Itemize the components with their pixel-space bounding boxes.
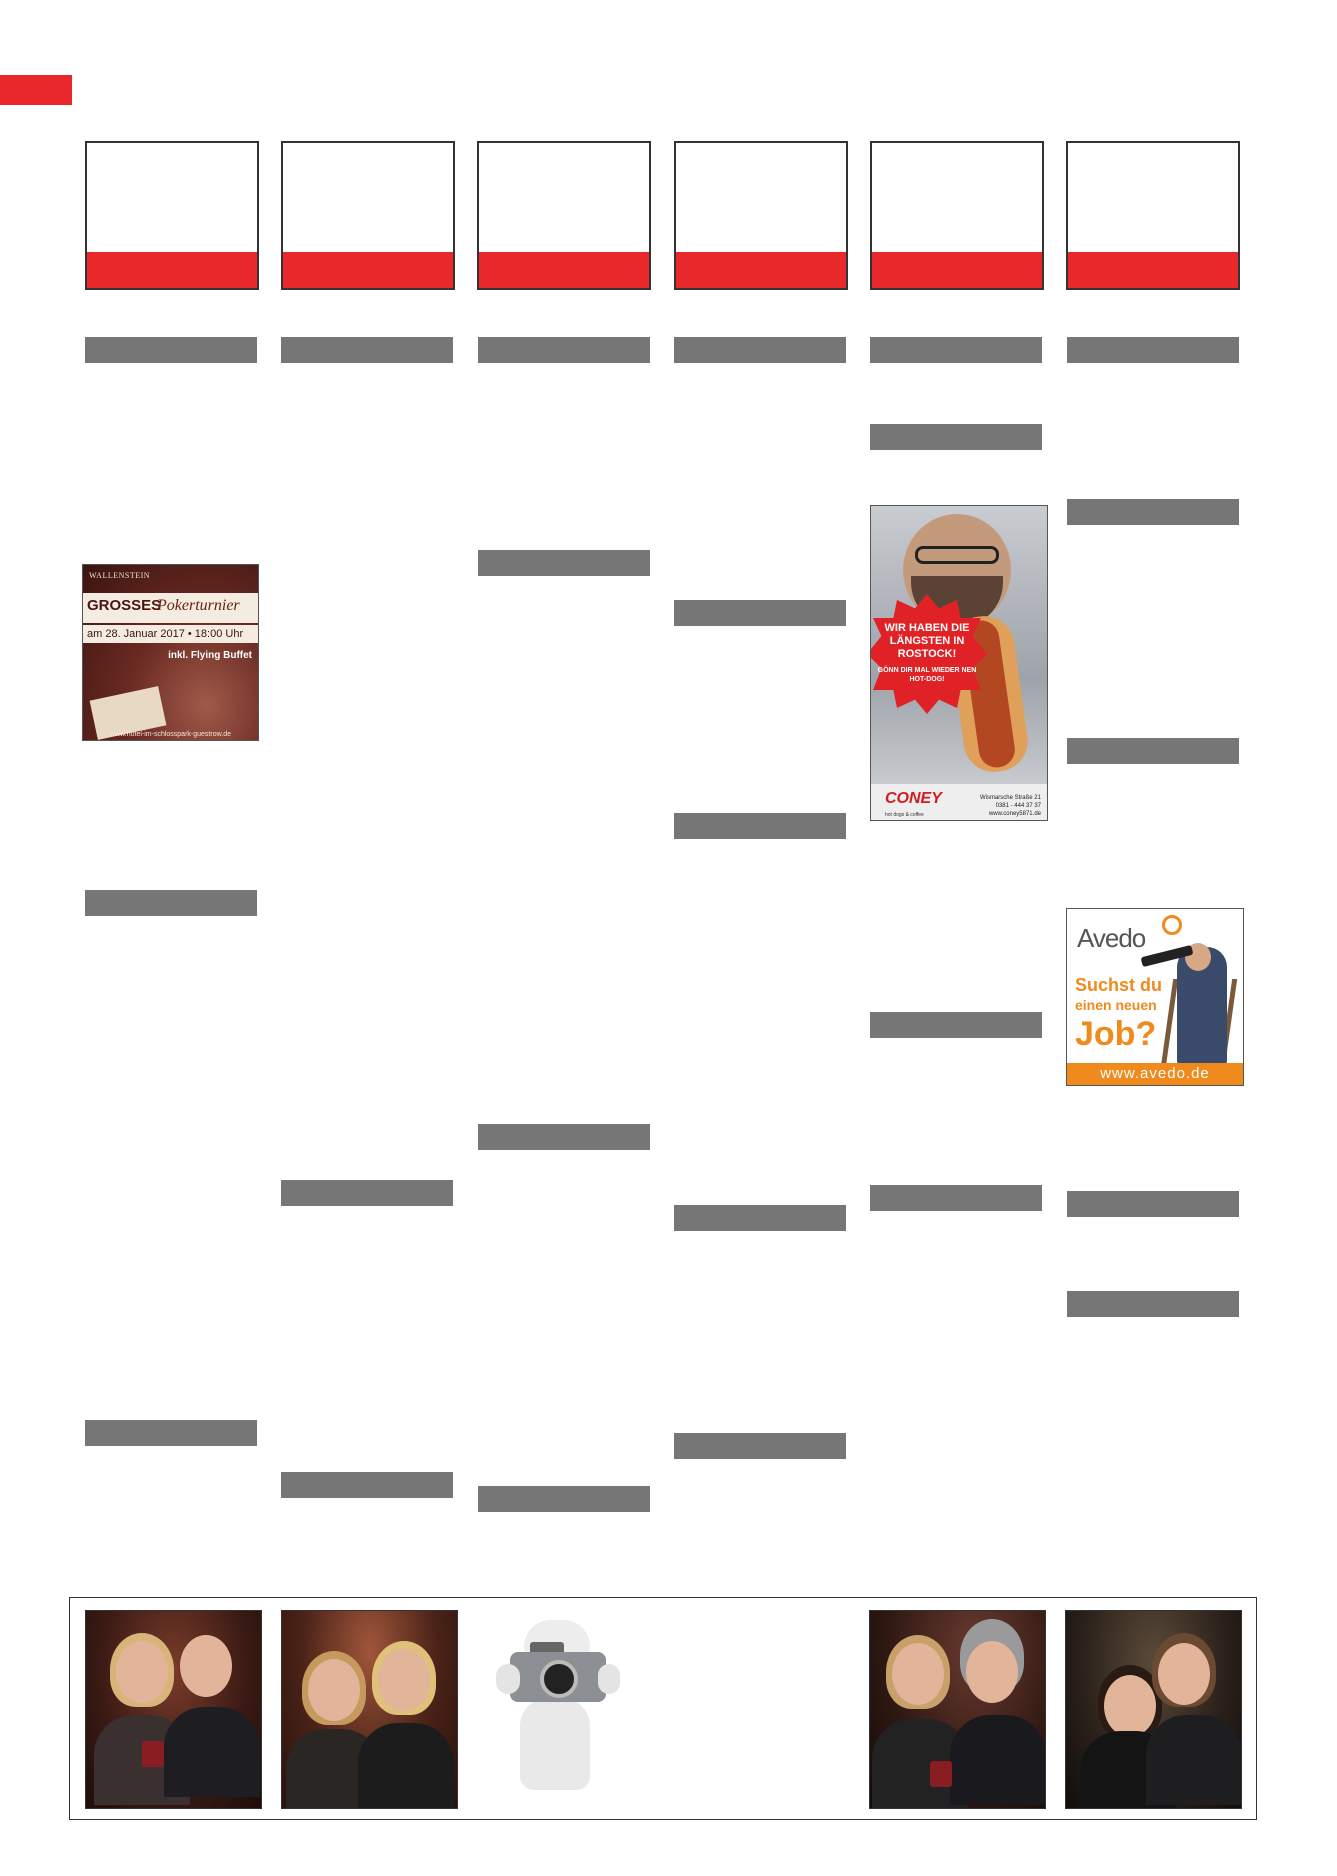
day-box-4	[674, 141, 848, 290]
event-heading-bar	[1067, 1291, 1239, 1317]
event-heading-bar	[478, 550, 650, 576]
event-heading-bar	[478, 1486, 650, 1512]
event-heading-bar	[870, 424, 1042, 450]
event-heading-bar	[1067, 1191, 1239, 1217]
mascot-hand	[496, 1664, 520, 1694]
mug-image	[142, 1741, 164, 1767]
coney-logo: CONEY	[885, 790, 942, 807]
event-heading-bar	[1067, 499, 1239, 525]
event-heading-bar	[674, 337, 846, 363]
day-box-band	[1068, 252, 1238, 288]
address-phone: 0381 - 444 37 37	[995, 803, 1041, 809]
ad-extra: inkl. Flying Buffet	[168, 650, 252, 661]
event-heading-bar	[674, 813, 846, 839]
camera-lens	[540, 1660, 578, 1698]
coney-logo-sub: hot dogs & coffee	[885, 812, 924, 818]
event-heading-bar	[674, 1205, 846, 1231]
event-heading-bar	[870, 1185, 1042, 1211]
day-box-1	[85, 141, 259, 290]
event-heading-bar	[281, 337, 453, 363]
face-image	[1158, 1643, 1210, 1705]
ad-title-script: Pokerturnier	[157, 597, 240, 614]
face-image	[180, 1635, 232, 1697]
day-box-band	[283, 252, 453, 288]
section-color-tab	[0, 75, 72, 105]
ad-line-3: Job?	[1075, 1015, 1157, 1053]
ad-subline: GÖNN DIR MAL WIEDER NEN HOT-DOG!	[877, 667, 977, 683]
avedo-logo: Avedo	[1077, 923, 1146, 953]
camera-mascot-image	[490, 1612, 620, 1792]
event-heading-bar	[1067, 738, 1239, 764]
event-heading-bar	[870, 337, 1042, 363]
address-street: Wismarsche Straße 21	[979, 795, 1041, 801]
ad-line-1: Suchst du	[1075, 975, 1163, 995]
event-heading-bar	[1067, 337, 1239, 363]
day-box-6	[1066, 141, 1240, 290]
photo-couple-1[interactable]	[85, 1610, 262, 1809]
face-image	[892, 1643, 944, 1705]
mascot-body	[520, 1698, 590, 1790]
day-box-3	[477, 141, 651, 290]
event-heading-bar	[281, 1180, 453, 1206]
event-heading-bar	[674, 1433, 846, 1459]
face-image	[1104, 1675, 1156, 1737]
ad-line-2: einen neuen	[1075, 997, 1157, 1013]
ad-headline: WIR HABEN DIE LÄNGSTEN IN ROSTOCK!	[884, 622, 970, 660]
day-box-2	[281, 141, 455, 290]
ad-title: GROSSES	[87, 597, 162, 614]
ad-url[interactable]: www.hotel-im-schlosspark-guestrow.de	[110, 731, 231, 738]
event-heading-bar	[870, 1012, 1042, 1038]
coat-image	[164, 1707, 260, 1797]
event-heading-bar	[85, 337, 257, 363]
coat-image	[358, 1723, 454, 1809]
avedo-job-ad[interactable]	[1066, 908, 1244, 1086]
photo-friends-2[interactable]	[281, 1610, 458, 1809]
poker-tournament-ad[interactable]	[82, 564, 259, 741]
coney-hotdog-ad[interactable]	[870, 505, 1048, 821]
face-image	[378, 1649, 430, 1711]
photo-friends-3[interactable]	[869, 1610, 1046, 1809]
event-heading-bar	[85, 1420, 257, 1446]
face-image	[116, 1641, 168, 1703]
ad-url[interactable]: www.avedo.de	[1067, 1063, 1243, 1085]
speech-ring-icon	[1162, 915, 1182, 935]
photo-couple-4[interactable]	[1065, 1610, 1242, 1809]
face-image	[966, 1641, 1018, 1703]
event-heading-bar	[85, 890, 257, 916]
coat-image	[1146, 1715, 1242, 1805]
glasses-image	[915, 546, 999, 564]
event-heading-bar	[478, 337, 650, 363]
event-heading-bar	[674, 600, 846, 626]
mascot-hand	[598, 1664, 620, 1694]
day-box-band	[87, 252, 257, 288]
day-box-band	[479, 252, 649, 288]
mug-image	[930, 1761, 952, 1787]
coat-image	[950, 1715, 1046, 1805]
day-box-band	[872, 252, 1042, 288]
event-heading-bar	[281, 1472, 453, 1498]
hotel-logo: WALLENSTEIN	[89, 571, 151, 580]
day-box-5	[870, 141, 1044, 290]
event-heading-bar	[478, 1124, 650, 1150]
ad-address	[980, 794, 1041, 818]
address-url[interactable]: www.coney5871.de	[988, 811, 1041, 817]
day-box-band	[676, 252, 846, 288]
face-image	[308, 1659, 360, 1721]
ad-date: am 28. Januar 2017 • 18:00 Uhr	[83, 625, 258, 643]
